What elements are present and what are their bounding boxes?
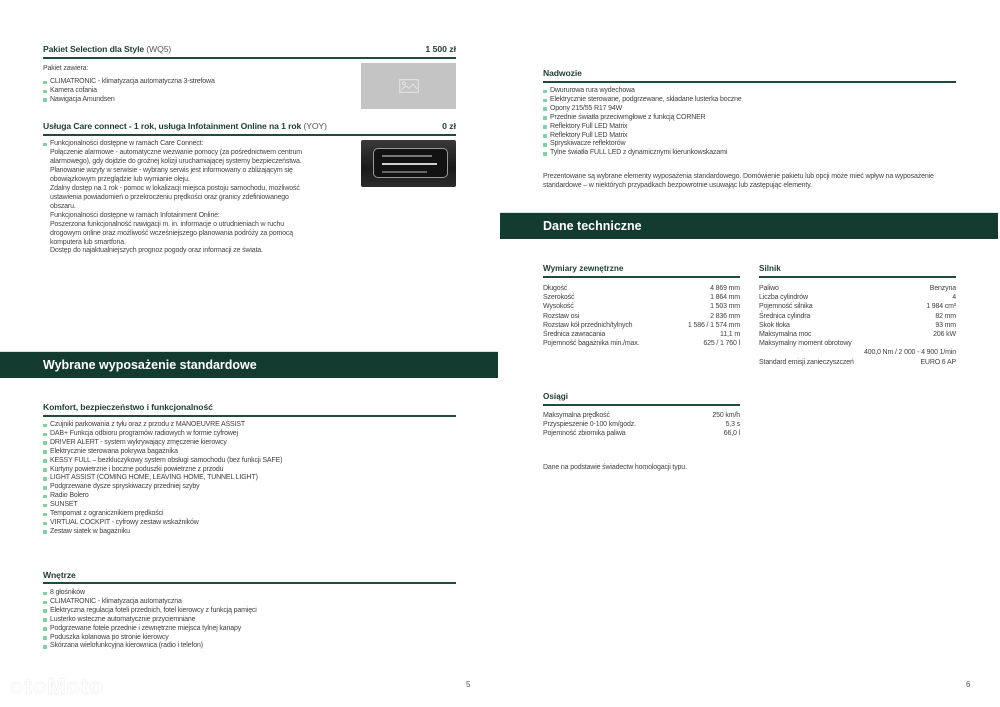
- list-item: Kurtyny powietrzne i boczne poduszki powietrzne z przodu: [43, 466, 282, 475]
- spec-label: Rozstaw osi: [543, 312, 580, 320]
- spec-value: EURO 6 AP: [920, 358, 956, 366]
- care-connect-list: [43, 140, 203, 149]
- list-item: Podgrzewane fotele przednie i zewnętrzne miejsca tylnej kanapy: [43, 625, 257, 634]
- description-line: Planowanie wizyty w serwisie - wybrany serwis jest informowany o zbliżającym się: [50, 166, 293, 174]
- section-divider: [43, 134, 456, 136]
- description-line: drogowym online oraz możliwość wcześniejszego planowania podróży za pomocą: [50, 229, 293, 237]
- spec-value: 206 kW: [933, 331, 956, 339]
- section-divider: [43, 582, 456, 584]
- list-item: Lusterko wsteczne automatycznie przyciemniane: [43, 616, 257, 625]
- list-item: CLIMATRONIC - klimatyzacja automatyczna 3-strefowa: [43, 78, 215, 87]
- spec-value: 66,0 l: [723, 430, 740, 438]
- table-row: [543, 302, 740, 311]
- spec-label: [759, 348, 859, 357]
- list-item: Funkcjonalności dostępne w ramach Care Connect:: [43, 140, 203, 149]
- table-row: [759, 284, 956, 293]
- list-item: Elektrycznie sterowana pokrywa bagażnika: [43, 448, 282, 457]
- list-item: Reflektory Full LED Matrix: [543, 123, 742, 132]
- spec-label: Długość: [543, 285, 568, 292]
- body-section-title: Nadwozie: [543, 68, 582, 78]
- description-line: Poszerzona funkcjonalność nawigacji m. in. informacje o utrudnieniach w ruchu: [50, 220, 284, 228]
- spec-label: Skok tłoka: [759, 321, 790, 329]
- page-right: [500, 0, 1000, 707]
- table-row: [759, 312, 956, 321]
- interior-list: [43, 589, 257, 651]
- section-divider: [543, 404, 740, 406]
- section-divider: [543, 81, 956, 83]
- list-item: DAB+ Funkcja odbioru programów radiowych w formie cyfrowej: [43, 430, 282, 439]
- section-divider: [43, 57, 456, 59]
- list-item: Elektryczna regulacja foteli przednich, fotel kierowcy z funkcją pamięci: [43, 607, 257, 616]
- list-item: VIRTUAL COCKPIT - cyfrowy zestaw wskaźników: [43, 519, 282, 528]
- spec-label: Standard emisji zanieczyszczeń: [759, 358, 854, 366]
- package-selection-title: [43, 44, 171, 54]
- package-selection-price: 1 500 zł: [425, 44, 456, 54]
- description-line: ustawienia powiadomień o przekroczeniu prędkości oraz granicy zdefiniowanego: [50, 193, 289, 201]
- package-title-text: Usługa Care connect - 1 rok, usługa Infotainment Online na 1 rok: [43, 121, 302, 131]
- spec-value: Benzyna: [929, 285, 956, 292]
- list-item: DRIVER ALERT - system wykrywający zmęczenie kierowcy: [43, 439, 282, 448]
- list-item: Elektrycznie sterowane, podgrzewane, składane lusterka boczne: [543, 96, 742, 105]
- spec-value: 625 / 1 760 l: [703, 340, 740, 348]
- interior-section-title: Wnętrze: [43, 570, 76, 580]
- description-line: Dostęp do najaktualniejszych prognoz pogody oraz informacji ze świata.: [50, 247, 263, 255]
- spec-label: Pojemność zbiornika paliwa: [543, 430, 626, 438]
- technical-data-banner: Dane techniczne: [500, 213, 998, 239]
- list-item: KESSY FULL – bezkluczykowy system obsługi samochodu (bez funkcji SAFE): [43, 457, 282, 466]
- spec-value: 4 869 mm: [710, 285, 740, 292]
- page-number: 5: [466, 680, 471, 689]
- table-row: [543, 284, 740, 293]
- spec-value: 250 km/h: [712, 412, 740, 419]
- dimensions-table: [543, 284, 740, 348]
- watermark-logo: otoMoto: [10, 674, 104, 699]
- package-title-text: Pakiet Selection dla Style: [43, 44, 145, 54]
- spec-value: 5,3 s: [725, 421, 740, 429]
- infotainment-screen-image: [361, 140, 456, 187]
- description-line: komputera lub smartfona.: [50, 238, 126, 246]
- performance-table: [543, 411, 740, 439]
- description-line: Zdalny dostęp na 1 rok - pomoc w lokalizacji miejsca postoju samochodu, możliwość: [50, 184, 300, 192]
- package-image: [361, 63, 456, 109]
- comfort-list: [43, 421, 282, 537]
- table-row: [543, 312, 740, 321]
- table-row: [759, 293, 956, 302]
- spec-label: Liczba cylindrów: [759, 294, 808, 302]
- description-line: Funkcjonalności dostępne w ramach Infotainment Online:: [50, 211, 220, 219]
- spec-value: 93 mm: [935, 321, 956, 329]
- spec-label: Szerokość: [543, 294, 575, 302]
- package-code: (YOY): [303, 121, 327, 131]
- body-list: [543, 87, 742, 158]
- spec-value: 400,0 Nm / 2 000 - 4 900 1/min: [864, 349, 956, 357]
- list-item: 8 głośników: [43, 589, 257, 598]
- package-intro: Pakiet zawiera:: [43, 65, 89, 72]
- section-divider: [543, 276, 740, 278]
- spec-label: Maksymalny moment obrotowy: [759, 340, 852, 348]
- table-row: [543, 339, 740, 348]
- table-row: [543, 293, 740, 302]
- table-row: [543, 321, 740, 330]
- package-selection-list: [43, 78, 215, 105]
- list-item: SUNSET: [43, 501, 282, 510]
- list-item: Przednie światła przeciwmgłowe z funkcją CORNER: [543, 114, 742, 123]
- list-item: Tylne światła FULL LED z dynamicznymi kierunkowskazami: [543, 149, 742, 158]
- performance-title: Osiągi: [543, 392, 569, 401]
- spec-label: Maksymalna moc: [759, 331, 812, 339]
- description-line: alarmowego), gdy dojdzie do groźnej kolizji uruchamiającej systemy bezpieczeństwa.: [50, 157, 302, 165]
- spec-value: 11,1 m: [720, 331, 740, 339]
- list-item: Kamera cofania: [43, 87, 215, 96]
- comfort-section-title: Komfort, bezpieczeństwo i funkcjonalność: [43, 402, 213, 412]
- engine-table: [759, 284, 956, 367]
- package-care-connect-title: [43, 121, 327, 131]
- table-row: [759, 339, 956, 348]
- list-item: Zestaw siatek w bagażniku: [43, 528, 282, 537]
- table-row: [543, 420, 740, 429]
- engine-title: Silnik: [759, 264, 781, 273]
- list-item: Radio Bolero: [43, 492, 282, 501]
- standard-equipment-note: Prezentowane są wybrane elementy wyposażenia standardowego. Domówienie pakietu lub opcji może mieć wpływ na wyposażenie standardowe – w niektórych przypadkach bezpowrotnie usuwając lub zastępując elementy.: [543, 173, 934, 190]
- spec-label: Pojemność silnika: [759, 303, 813, 311]
- spec-value: 2 836 mm: [710, 312, 740, 320]
- spec-value: 1 586 / 1 574 mm: [687, 321, 740, 329]
- spec-value: [859, 339, 956, 348]
- care-connect-description: [50, 149, 302, 256]
- table-row: [759, 302, 956, 311]
- table-row: [759, 358, 956, 367]
- list-item: Dwururowa rura wydechowa: [543, 87, 742, 96]
- list-item: Opony 215/55 R17 94W: [543, 105, 742, 114]
- list-item: Reflektory Full LED Matrix: [543, 132, 742, 141]
- spec-value: 82 mm: [935, 312, 956, 320]
- list-item: Skórzana wielofunkcyjna kierownica (radio i telefon): [43, 642, 257, 651]
- spec-value: 1 864 mm: [710, 294, 740, 302]
- image-placeholder-icon: [399, 79, 419, 93]
- description-line: obowiązkowym przeglądzie lub wymianie oleju.: [50, 175, 190, 183]
- spec-label: Wysokość: [543, 303, 574, 311]
- spec-value: 4: [952, 294, 956, 302]
- standard-equipment-banner: Wybrane wyposażenie standardowe: [0, 352, 498, 378]
- list-item: Poduszka kolanowa po stronie kierowcy: [43, 634, 257, 643]
- package-care-connect-price: 0 zł: [442, 121, 456, 131]
- list-item: Nawigacja Amundsen: [43, 96, 215, 105]
- description-line: obszaru.: [50, 202, 76, 210]
- screen-display: [373, 148, 448, 178]
- list-item: Podgrzewane dysze spryskiwaczy przedniej szyby: [43, 483, 282, 492]
- list-item: Czujniki parkowania z tyłu oraz z przodu z MANOEUVRE ASSIST: [43, 421, 282, 430]
- section-divider: [43, 415, 456, 417]
- spec-label: Średnica zawracania: [543, 331, 606, 339]
- list-item: Spryskiwacze reflektorów: [543, 140, 742, 149]
- section-divider: [759, 276, 956, 278]
- package-code: (WQ5): [146, 44, 172, 54]
- spec-label: Paliwo: [759, 285, 779, 292]
- page-number: 6: [966, 680, 971, 689]
- spec-label: Pojemność bagażnika min./max.: [543, 340, 640, 348]
- table-row: [543, 330, 740, 339]
- list-item: Tempomat z ogranicznikiem prędkości: [43, 510, 282, 519]
- spec-label: Rozstaw kół przednich/tylnych: [543, 321, 633, 329]
- spec-label: Przyspieszenie 0-100 km/godz.: [543, 421, 636, 429]
- homologation-note: Dane na podstawie świadectw homologacji typu.: [543, 464, 687, 471]
- table-row: [759, 330, 956, 339]
- list-item: CLIMATRONIC - klimatyzacja automatyczna: [43, 598, 257, 607]
- table-row: [759, 321, 956, 330]
- table-row: [543, 411, 740, 420]
- table-row: [759, 348, 956, 357]
- list-item: LIGHT ASSIST (COMING HOME, LEAVING HOME, TUNNEL LIGHT): [43, 474, 282, 483]
- spec-label: Średnica cylindra: [759, 312, 811, 320]
- dimensions-title: Wymiary zewnętrzne: [543, 264, 624, 273]
- description-line: Połączenie alarmowe - automatyczne wezwanie pomocy (za pośrednictwem centrum: [50, 149, 302, 156]
- spec-label: Maksymalna prędkość: [543, 412, 610, 419]
- spec-value: 1 984 cm³: [926, 303, 956, 311]
- table-row: [543, 429, 740, 438]
- spec-value: 1 503 mm: [710, 303, 740, 311]
